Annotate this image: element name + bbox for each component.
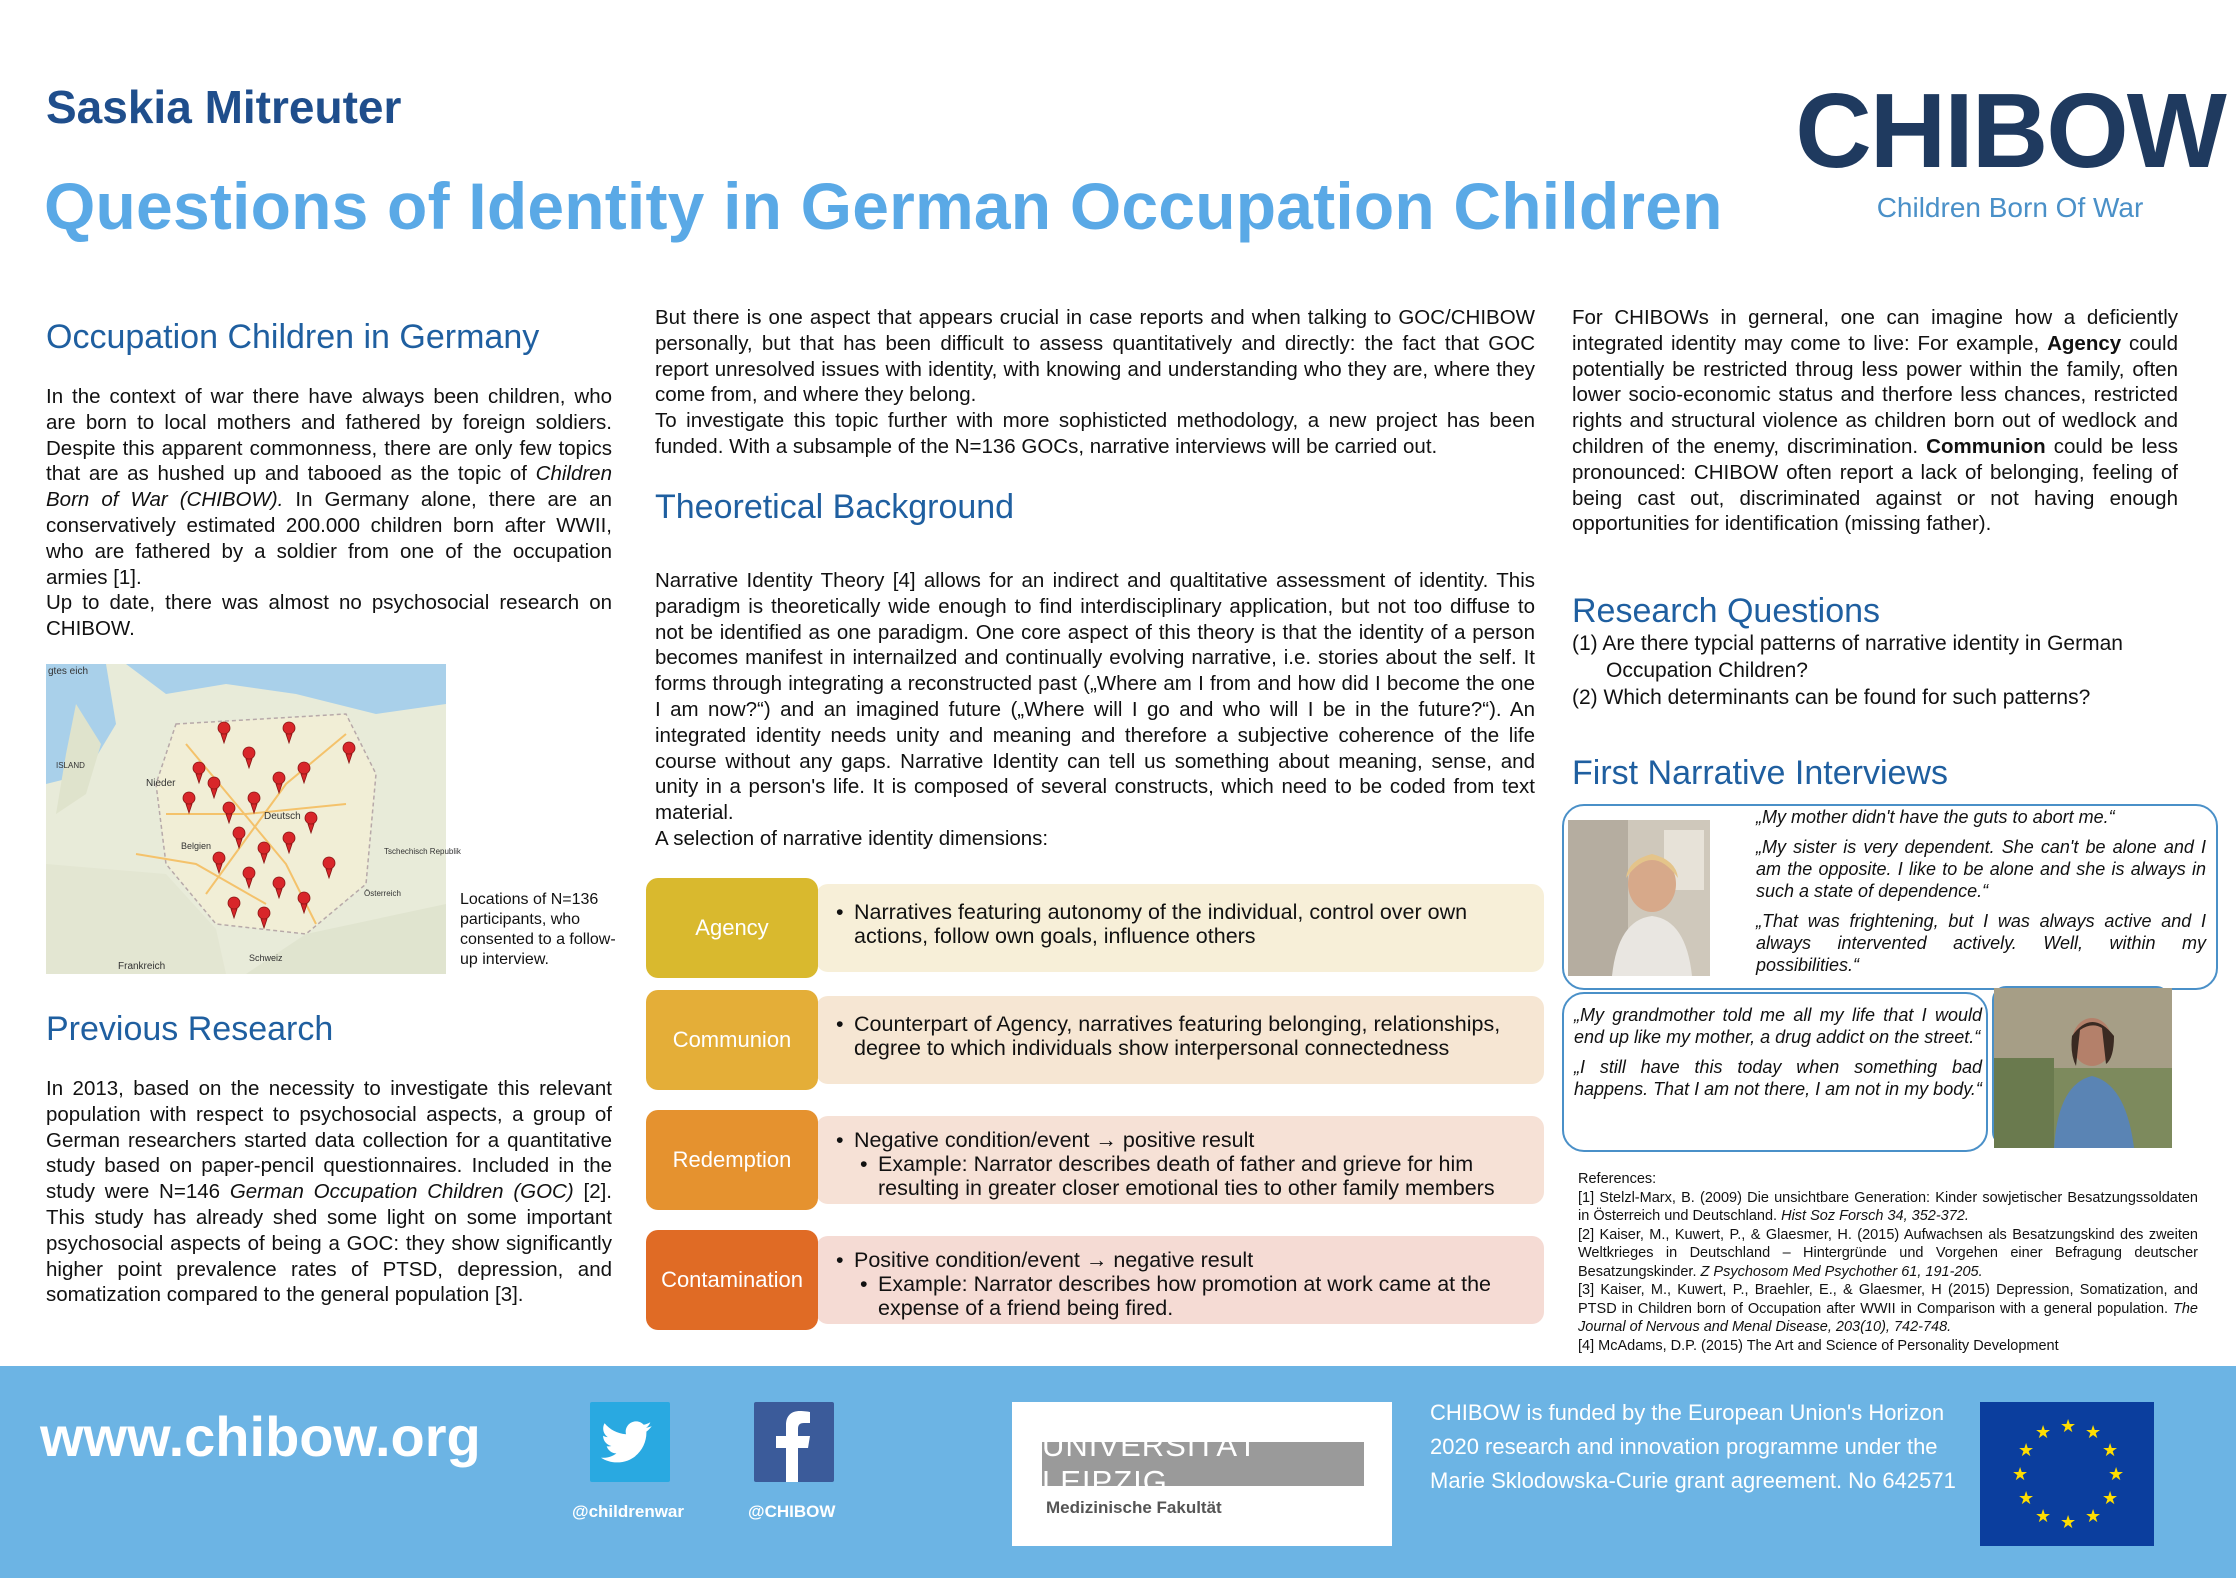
bullet: • Positive condition/event → negative result [836, 1248, 1254, 1272]
university-name: UNIVERSITÄT LEIPZIG [1042, 1442, 1364, 1486]
twitter-bird-icon [590, 1402, 670, 1482]
heading-previous-research: Previous Research [46, 1010, 334, 1048]
map-graphic [46, 664, 461, 974]
references-title: References: [1578, 1171, 1657, 1187]
heading-theoretical-background: Theoretical Background [655, 488, 1015, 526]
eu-flag [1980, 1402, 2154, 1546]
logo-subtitle: Children Born Of War [1876, 192, 2144, 223]
text-span: For CHIBOWs in gerneral, one can imagine how a deficiently integrated identity may come to live: For example, [1572, 306, 2178, 355]
author-name: Saskia Mitreuter [46, 81, 402, 133]
map-label-czech: Tschechisch Republik [384, 847, 461, 856]
reference-text: [1] Stelzl-Marx, B. (2009) Die unsichtbare Generation: Kinder sowjetischer Besatzungssoldaten in Österreich und Deutschland. [1578, 1189, 2198, 1224]
occupation-children-text [46, 384, 612, 642]
svg-text:★: ★ [2035, 1422, 2052, 1443]
logo-text: CHIBOW [1795, 72, 2225, 190]
text-span: In 2013, based on the necessity to investigate this relevant population with respect to psychosocial aspects, a group of German researchers started data collection for a quantitative study based on paper-pencil questionnaires. Included in the study were N=146 [46, 1077, 612, 1204]
reference-journal: The Journal of Nervous and Menal Disease, 203(10), 742-748. [1578, 1300, 2198, 1335]
logo-text-wrap [1795, 72, 2225, 190]
bullet-text: Counterpart of Agency, narratives featuring belonging, relationships, degree to which individuals show interpersonal connectedness [854, 1012, 1501, 1060]
text-span: [2]. This study has already shed some light on some important psychosocial aspects of being a GOC: they show significantly higher point prevalence rates of PTSD, depression, and somatization compared to the general population [3]. [46, 1180, 612, 1307]
interview-quotes-1 [1756, 806, 2206, 984]
svg-text:★: ★ [2060, 1512, 2077, 1533]
funding-statement: CHIBOW is funded by the European Union's Horizon 2020 research and innovation programme under the Marie Sklodowska-Curie grant agreement. No 642571 [1430, 1400, 1956, 1493]
reference-item [1578, 1189, 2198, 1226]
interviewee-photo-2 [1992, 986, 2170, 1146]
text-span: In the context of war there have always been children, who are born to local mothers and fathered by foreign soldiers. Despite this apparent commonness, there are only few topics that are as hushed up and tabooed as the topic of [46, 385, 612, 486]
bullet-text: Example: Narrator describes how promotion at work came at the expense of a friend being fired. [878, 1272, 1492, 1320]
identity-intro-text [655, 305, 1535, 460]
dimension-description [816, 884, 1544, 972]
quote: „My sister is very dependent. She can't be alone and I am the opposite. I like to be alone and she is always in such a state of dependence.“ [1756, 837, 2206, 901]
heading-first-narrative-interviews: First Narrative Interviews [1572, 754, 1948, 792]
reference-journal: Z Psychosom Med Psychother 61, 191-205. [1700, 1263, 1983, 1280]
research-questions-list [1572, 630, 2178, 711]
sub-bullet: • Example: Narrator describes death of father and grieve for him resulting in greater closer emotional ties to other family members [860, 1152, 1524, 1200]
reference-text: [4] McAdams, D.P. (2015) The Art and Science of Personality Development [1578, 1337, 2059, 1354]
quote: „I still have this today when something bad happens. That I am not there, I am not in my body.“ [1574, 1057, 1982, 1099]
reference-item [1578, 1226, 2198, 1282]
communion-term: Communion [1926, 434, 2046, 458]
interview-card-2 [1562, 992, 1988, 1152]
bullet: • Narratives featuring autonomy of the individual, control over own actions, follow own goals, influence others [836, 900, 1524, 948]
identity-para-1: But there is one aspect that appears crucial in case reports and when talking to GOC/CHIBOW personally, but that has been difficult to assess quantitatively and directly: the fact that GOC report unresolved issues with identity, with knowing and understanding who they are, where they come from, and where they belong. [655, 306, 1535, 407]
sub-bullet: • Example: Narrator describes how promotion at work came at the expense of a friend being fired. [860, 1272, 1524, 1320]
theory-para: Narrative Identity Theory [4] allows for an indirect and qualtitative assessment of identity. This paradigm is theoretically wide enough to find interdisciplinary application, but not too diffuse to not be identified as one paradigm. One core aspect of this theory is that the identity of a person becomes manifest in internailzed and continually evolving narrative, i.e. stories about the self. It forms through integrating a reconstructed past („Where am I from and how did I become the one I am now?“) and an imagined future („Where will I go and who will I be in the future?“). An integrated identity needs unity and meaning and therefore a subjective coherence of the life course without any gaps. Narrative Identity can tell us something about meaning, sense, and unity in a person's life. It is composed of several constructs, which need to be coded from text material. [655, 569, 1535, 825]
poster-title: Questions of Identity in German Occupation Children [44, 169, 1723, 243]
interview-quotes-2 [1574, 1004, 1982, 1108]
research-question-2: (2) Which determinants can be found for such patterns? [1572, 686, 2091, 709]
reference-text: [2] Kaiser, M., Kuwert, P., & Glaesmer, H. (2015) Aufwachsen als Besatzungskind des zweiten Weltkrieges in Deutschland – Hintergründe und Vorgehen einer Befragung deutscher Besatzungskinder. [1578, 1226, 2198, 1280]
heading-research-questions: Research Questions [1572, 592, 1881, 630]
previous-research-para [46, 1076, 612, 1308]
research-question-1: (1) Are there typcial patterns of narrative identity in German Occupation Children? [1572, 632, 2123, 682]
photo-graphic [1994, 988, 2172, 1148]
dimension-contamination [646, 1230, 1544, 1330]
svg-text:★: ★ [2018, 1440, 2035, 1461]
dimension-redemption [646, 1110, 1544, 1210]
svg-text:★: ★ [2102, 1440, 2119, 1461]
chibow-identity-text [1572, 305, 2178, 537]
svg-text:★: ★ [2018, 1488, 2035, 1509]
interviewee-photo [1568, 820, 1710, 976]
theory-text [655, 568, 1535, 852]
dimension-agency [646, 878, 1544, 978]
map-label-belgien: Belgien [181, 841, 212, 851]
quote: „That was frightening, but I was always active and I always intervented actively. Well, within my possibilities.“ [1756, 911, 2206, 975]
map-label-top: gtes eich [48, 666, 89, 677]
university-logo [1012, 1402, 1392, 1546]
bullet-text: Negative condition/event → positive result [854, 1128, 1255, 1152]
photo-graphic [1568, 820, 1710, 976]
chibow-term: Children Born of War (CHIBOW). [46, 462, 612, 512]
facebook-icon[interactable] [754, 1402, 834, 1482]
map-label-france: Frankreich [118, 961, 166, 972]
bullet-text: Example: Narrator describes death of father and grieve for him resulting in greater closer emotional ties to other family members [878, 1152, 1495, 1200]
map-label-schweiz: Schweiz [249, 953, 283, 963]
bullet: • Negative condition/event → positive result [836, 1128, 1255, 1152]
reference-text: [3] Kaiser, M., Kuwert, P., Braehler, E., & Glaesmer, H (2015) Depression, Somatization, and PTSD in Children born of Occupation after WWII in Comparison with a general population. [1578, 1282, 2198, 1317]
twitter-icon[interactable] [590, 1402, 670, 1482]
map-label-nieder: Nieder [146, 778, 176, 789]
dimension-communion [646, 990, 1544, 1090]
facebook-handle[interactable]: @CHIBOW [748, 1502, 836, 1521]
reference-journal: Hist Soz Forsch 34, 352-372. [1781, 1208, 1969, 1224]
map-label-austria: Österreich [364, 889, 401, 898]
identity-para-2: To investigate this topic further with more sophisticted methodology, a new project has been funded. With a subsample of the N=136 GOCs, narrative interviews will be carried out. [655, 409, 1535, 458]
footer-bar [0, 1366, 2236, 1578]
text-span: In Germany alone, there are an conservatively estimated 200.000 children born after WWII, who are fathered by a soldier from one of the occupation armies [1]. [46, 488, 612, 589]
dimension-description [816, 1116, 1544, 1204]
occupation-para-2: Up to date, there was almost no psychosocial research on CHIBOW. [46, 591, 612, 641]
bullet-text: Narratives featuring autonomy of the individual, control over own actions, follow own goals, influence others [854, 900, 1468, 948]
facebook-f-icon [754, 1402, 834, 1482]
chibow-identity-para [1572, 305, 2178, 537]
occupation-para-1 [46, 384, 612, 590]
goc-term: German Occupation Children (GOC) [229, 1180, 574, 1204]
bullet: • Counterpart of Agency, narratives featuring belonging, relationships, degree to which individuals show interpersonal connectedness [836, 1012, 1524, 1060]
references [1578, 1170, 2198, 1355]
svg-text:★: ★ [2085, 1506, 2102, 1527]
dimension-label: Agency [646, 878, 818, 978]
website-link[interactable]: www.chibow.org [40, 1405, 481, 1468]
dimension-label: Communion [646, 990, 818, 1090]
svg-text:★: ★ [2012, 1464, 2029, 1485]
text-span: could potentially be restricted throug less power within the family, often lower socio-economic status and therfore less chances, restricted rights and structural violence as children born out of wedlock and children of the enemy, discrimination. [1572, 331, 2178, 458]
agency-term: Agency [2047, 331, 2122, 355]
svg-text:★: ★ [2102, 1488, 2119, 1509]
previous-research-text [46, 1076, 612, 1308]
dimension-label: Redemption [646, 1110, 818, 1210]
map-label-island: ISLAND [56, 761, 85, 770]
dimension-label: Contamination [646, 1230, 818, 1330]
dimension-description [816, 996, 1544, 1084]
reference-item [1578, 1281, 2198, 1337]
logo-wordmark [1795, 72, 2225, 190]
svg-text:★: ★ [2085, 1422, 2102, 1443]
eu-stars-icon [1980, 1402, 2154, 1546]
map-label-deutsch: Deutsch [264, 811, 301, 822]
quote: „My grandmother told me all my life that I would end up like my mother, a drug addict on the street.“ [1574, 1005, 1982, 1047]
participant-map [46, 664, 461, 974]
heading-occupation-children: Occupation Children in Germany [46, 318, 540, 356]
chibow-logo [1795, 72, 2225, 224]
faculty-name: Medizinische Fakultät [1046, 1498, 1222, 1517]
quote: „My mother didn't have the guts to abort me.“ [1756, 807, 2115, 827]
svg-text:★: ★ [2060, 1416, 2077, 1437]
bullet-text: Positive condition/event → negative result [854, 1248, 1254, 1272]
theory-selection-line: A selection of narrative identity dimensions: [655, 826, 1049, 850]
map-caption: Locations of N=136 participants, who consented to a follow-up interview. [460, 891, 616, 968]
interview-card-1 [1562, 804, 2218, 990]
svg-text:★: ★ [2035, 1506, 2052, 1527]
dimension-description [816, 1236, 1544, 1324]
text-span: could be less pronounced: CHIBOW often report a lack of belonging, feeling of being cast out, discriminated against or not having enough opportunities for identification (missing father). [1572, 434, 2178, 536]
twitter-handle[interactable]: @childrenwar [572, 1502, 684, 1521]
svg-text:★: ★ [2108, 1464, 2125, 1485]
reference-item [1578, 1337, 2198, 1356]
